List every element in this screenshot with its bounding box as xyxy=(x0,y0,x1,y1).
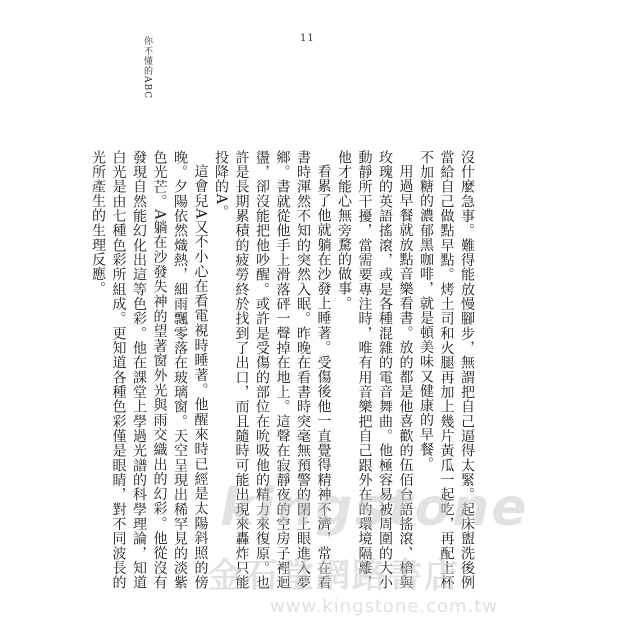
paragraph: 用過早餐就放點音樂看書。放的都是他喜歡的伍佰台語搖滾、槍與玫瑰的英語搖滾，或是各種混雜的電音舞曲。他極容易被周圍的大小動靜所干擾，當需要專注時，唯有用音樂把自己跟外在的環境隔離，他才能心無旁騖的做事。 xyxy=(336,150,414,590)
paragraph: 沒什麼急事。難得能放慢腳步，無謂把自己逼得太緊。起床盥洗後例當給自己做點早點。烤土司和火腿再加上幾片黃瓜一起吃，再配上杯不加糖的濃郁黑咖啡，就是頓美味又健康的早餐。 xyxy=(418,150,475,590)
paragraph: 看累了他就躺在沙發上睡著。受傷後他一直覺得精神不濟，常在看書時渾然不知的突然入眠。昨晚在看書時突毫無預警的閉上眼進入夢鄉。書就從他手上滑落砰一聲掉在地上。這聲在寂靜夜的空房子裡迴盪，卻沒能把他吵醒。或許是受傷的部位在吮吸他的精力來復原。也許是長期累積的疲勞終於找到了出口，而且隨時可能出現來轟炸只能投降的A。 xyxy=(213,150,332,590)
watermark-url: www.kingstone.com.tw xyxy=(270,596,499,617)
watermark-name: 金石堂網路書店 xyxy=(208,556,460,596)
paragraph: 這會兒A又不小心在看電視時睡著。他醒來時已經是太陽斜照的傍晚。夕陽依然熾熱，細雨飄零落在玻璃窗。天空呈現出稀罕見的淡紫色光芒。A躺在沙發失神的望著窗外光與雨交織出的幻彩。他從沒有發現自然能幻化出這等色彩。他在課堂上學過光譜的科學理論，知道白光是由七種色彩所組成。更知道各種色彩僅是眼睛，對不同波長的光所產生的生理反應。 xyxy=(90,150,209,590)
body-text xyxy=(90,150,477,590)
watermark-script: kingstone xyxy=(220,478,529,538)
page-number: 11 xyxy=(300,33,315,44)
running-head: 你不懂的ABC xyxy=(142,36,152,100)
